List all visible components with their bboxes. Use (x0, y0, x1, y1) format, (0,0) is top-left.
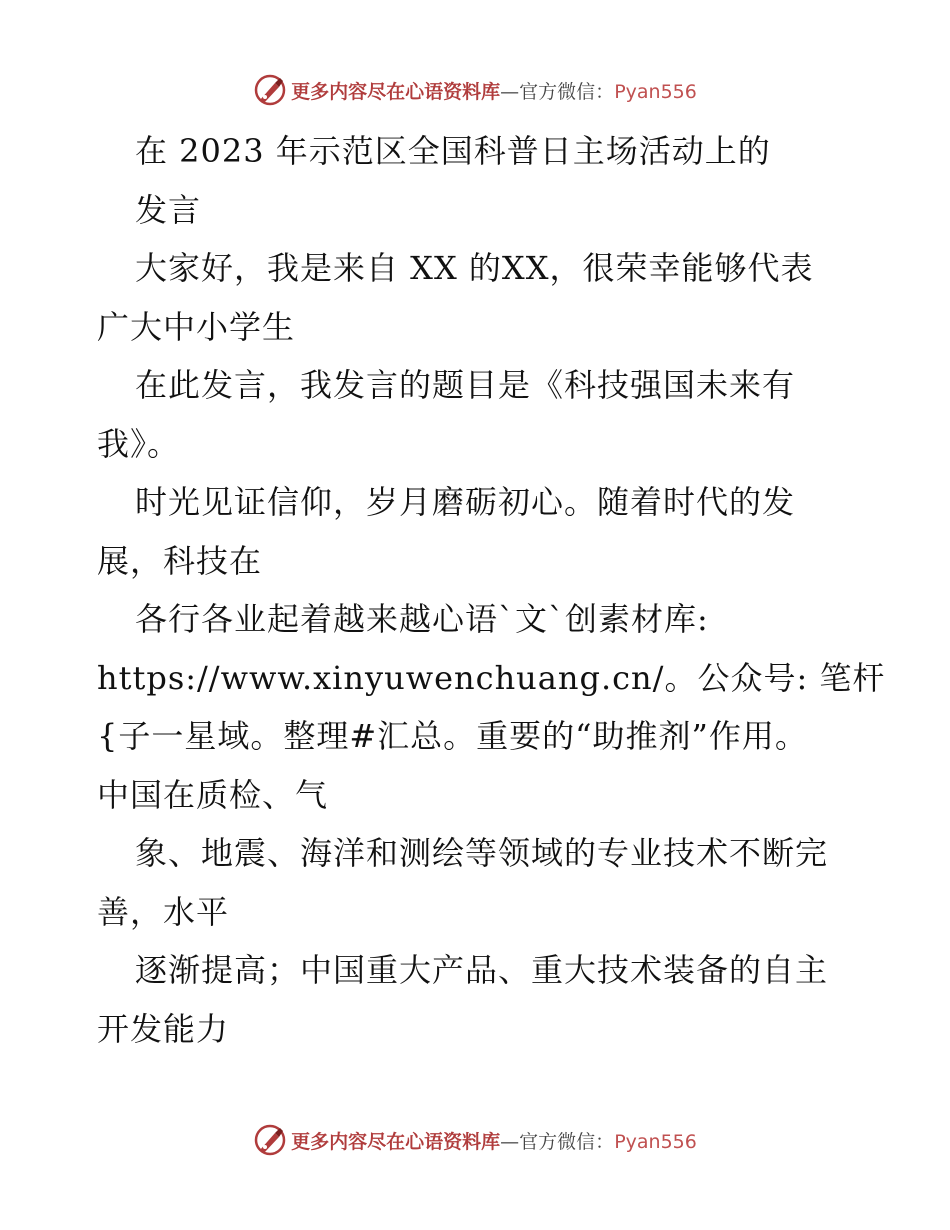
footer-banner-label: 官方微信： (519, 1130, 615, 1153)
paragraph-line: 在此发言，我发言的题目是《科技强国未来有 (135, 366, 796, 404)
paragraph-line: 各行各业起着越来越心语`文`创素材库: (135, 600, 709, 638)
paragraph-line: 展，科技在 (97, 541, 263, 580)
document-body (97, 122, 886, 1058)
pen-logo-icon (253, 1123, 287, 1157)
footer-banner (0, 1120, 950, 1160)
footer-banner-separator: — (500, 1130, 520, 1153)
title-line-1: 在 2023 年示范区全国科普日主场活动上的 (135, 132, 771, 170)
paragraph-line: 广大中小学生 (97, 307, 296, 346)
paragraph-line: 中国在质检、气 (97, 775, 329, 814)
paragraph-line: 逐渐提高；中国重大产品、重大技术装备的自主 (135, 951, 829, 989)
paragraph-line: 时光见证信仰，岁月磨砺初心。随着时代的发 (135, 483, 796, 521)
header-banner-id: Pyan556 (614, 80, 697, 103)
header-banner-label: 官方微信： (519, 80, 615, 103)
paragraph-line: 善，水平 (97, 892, 230, 931)
header-banner-text (291, 77, 697, 104)
footer-banner-text (291, 1127, 697, 1154)
paragraph-line: https://www.xinyuwenchuang.cn/。公众号: 笔杆 (97, 658, 886, 697)
footer-banner-id: Pyan556 (614, 1130, 697, 1153)
header-banner-main: 更多内容尽在心语资料库 (291, 80, 501, 103)
paragraph-line: 我》。 (97, 424, 181, 463)
header-banner-separator: — (500, 80, 520, 103)
footer-banner-main: 更多内容尽在心语资料库 (291, 1130, 501, 1153)
title-line-2: 发言 (135, 190, 202, 229)
paragraph-line: {子一星域。整理#汇总。重要的“助推剂”作用。 (97, 717, 808, 755)
header-banner (0, 70, 950, 110)
paragraph-line: 开发能力 (97, 1009, 230, 1048)
paragraph-line: 象、地震、海洋和测绘等领域的专业技术不断完 (135, 834, 829, 872)
paragraph-line: 大家好，我是来自 XX 的XX，很荣幸能够代表 (135, 249, 814, 287)
pen-logo-icon (253, 73, 287, 107)
